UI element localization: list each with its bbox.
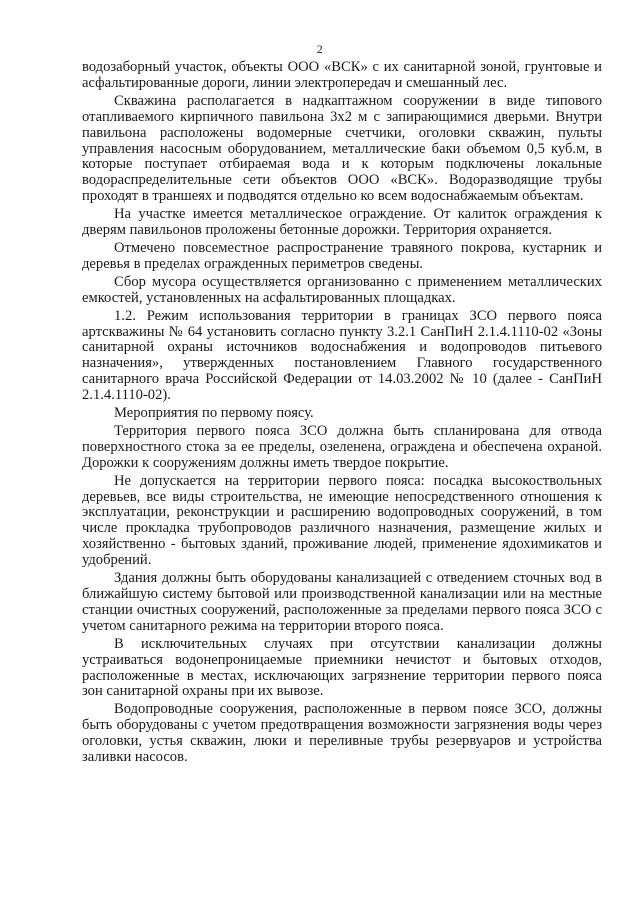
paragraph-waste: Сбор мусора осуществляется организованно с применением металлических емкостей, установленных на асфальтированных площадках.	[82, 273, 602, 306]
paragraph-measures-heading: Мероприятия по первому поясу.	[114, 405, 314, 422]
paragraph-section-1-2: 1.2. Режим использования территории в границах ЗСО первого пояса артскважины № 64 установить согласно пункту 3.2.1 СанПиН 2.1.4.1110-02 «Зоны санитарной охраны источников водоснабжения и водопроводов питьевого назначения», утвержденных постановлением Главного государственного санитарного врача Российской Федерации от 14.03.2002 № 10 (далее - СанПиН 2.1.4.1110-02).	[82, 307, 602, 404]
paragraph-vegetation: Отмечено повсеместное распространение травяного покрова, кустарник и деревья в пределах огражденных периметров сведены.	[82, 239, 602, 272]
paragraph-fence: На участке имеется металлическое ограждение. От калиток ограждения к дверям павильонов проложены бетонные дорожки. Территория охраняется.	[82, 206, 602, 239]
paragraph-continuation: водозаборный участок, объекты ООО «ВСК» с их санитарной зоной, грунтовые и асфальтированные дороги, линии электропередач и смешанный лес.	[82, 59, 602, 91]
page-number: 2	[316, 42, 324, 56]
paragraph-water-structures: Водопроводные сооружения, расположенные в первом поясе ЗСО, должны быть оборудованы с учетом предотвращения возможности загрязнения воды через оголовки, устья скважин, люки и переливные трубы резервуаров и устройства заливки насосов.	[82, 701, 602, 766]
paragraph-exceptional-cases: В исключительных случаях при отсутствии канализации должны устраиваться водонепроницаемые приемники нечистот и бытовых отходов, расположенные в местах, исключающих загрязнение территории первого пояса зон санитарной охраны при их вывозе.	[82, 635, 602, 700]
paragraph-prohibitions: Не допускается на территории первого пояса: посадка высокоствольных деревьев, все виды строительства, не имеющие непосредственного отношения к эксплуатации, реконструкции и расширению водопроводных сооружений, в том числе прокладка трубопроводов различного назначения, размещение жилых и хозяйственно - бытовых зданий, проживание людей, применение ядохимикатов и удобрений.	[82, 472, 602, 569]
document-body	[82, 60, 602, 768]
paragraph-territory-planning: Территория первого пояса ЗСО должна быть спланирована для отвода поверхностного стока за ее пределы, озеленена, ограждена и обеспечена охраной. Дорожки к сооружениям должны иметь твердое покрытие.	[82, 422, 602, 471]
paragraph-sewerage: Здания должны быть оборудованы канализацией с отведением сточных вод в ближайшую систему бытовой или производственной канализации или на местные станции очистных сооружений, расположенные за пределами первого пояса ЗСО с учетом санитарного режима на территории второго пояса.	[82, 570, 602, 634]
paragraph-well-pavilion: Скважина располагается в надкаптажном сооружении в виде типового отапливаемого кирпичного павильона 3х2 м с запирающимися дверьми. Внутри павильона расположены водомерные счетчики, оголовки скважин, пульты управления насосным оборудованием, металлические баки объемом 0,5 куб.м, в которые поступает отбираемая вода и к которым подключены локальные водораспределительные сети объектов ООО «ВСК». Водоразводящие трубы проходят в траншеях и подводятся отдельно ко всем водоснабжаемым объектам.	[82, 92, 602, 205]
